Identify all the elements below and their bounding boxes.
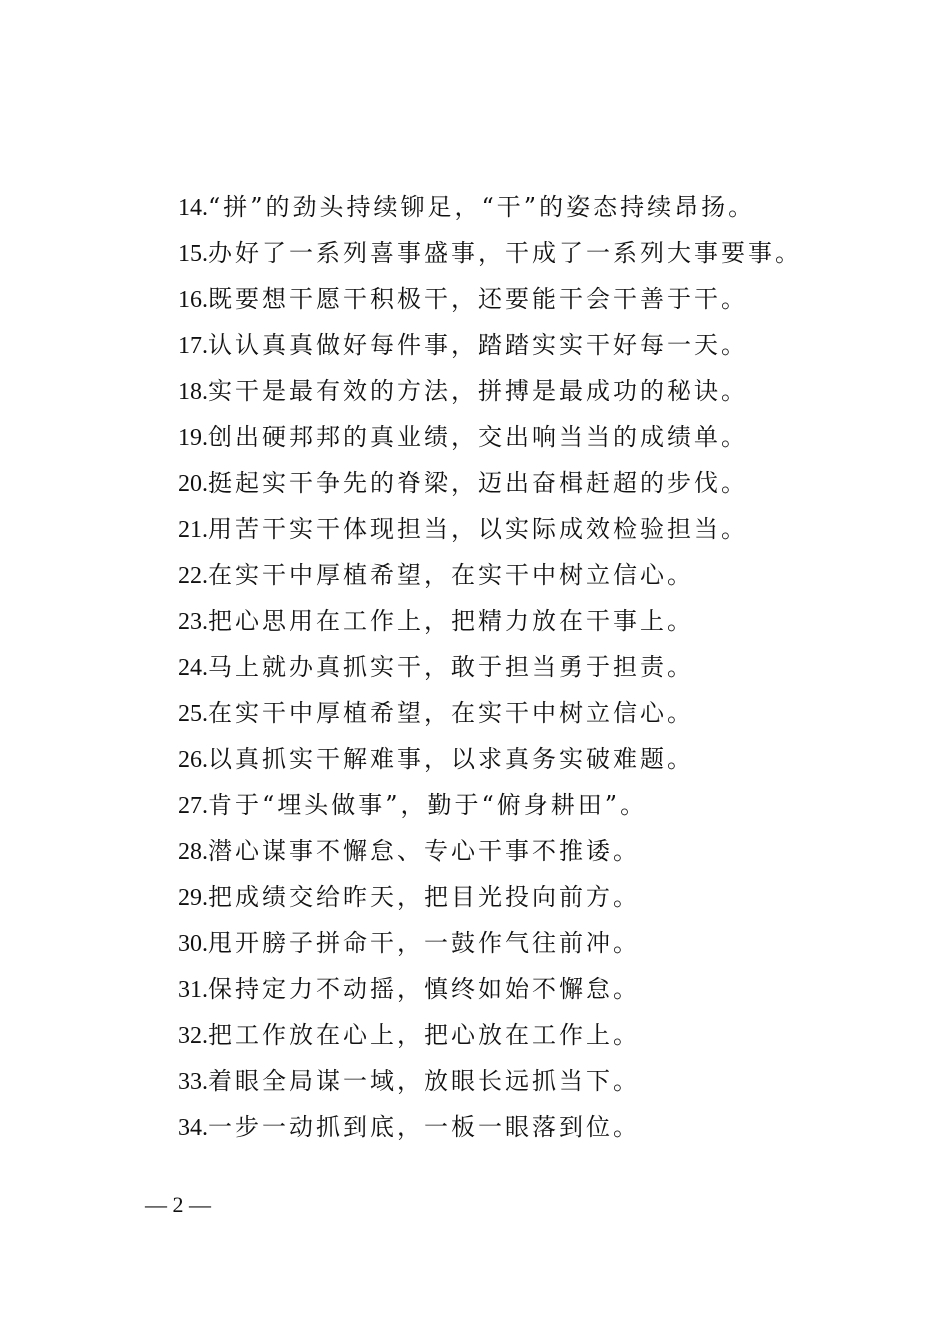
item-number: 14. xyxy=(178,195,208,221)
item-text: 既要想干愿干积极干，还要能干会干善于干。 xyxy=(208,285,748,313)
list-item xyxy=(178,690,898,736)
item-text: 甩开膀子拼命干，一鼓作气往前冲。 xyxy=(208,929,640,957)
item-text: 马上就办真抓实干，敢于担当勇于担责。 xyxy=(208,653,694,681)
list-item xyxy=(178,552,898,598)
item-text: 着眼全局谋一域，放眼长远抓当下。 xyxy=(208,1067,640,1095)
item-text: 以真抓实干解难事，以求真务实破难题。 xyxy=(208,745,694,773)
item-number: 30. xyxy=(178,931,208,957)
list-item xyxy=(178,368,898,414)
list-item xyxy=(178,506,898,552)
item-text: 创出硬邦邦的真业绩，交出响当当的成绩单。 xyxy=(208,423,748,451)
list-item xyxy=(178,966,898,1012)
list-item xyxy=(178,874,898,920)
item-number: 19. xyxy=(178,425,208,451)
item-number: 24. xyxy=(178,655,208,681)
item-text: 一步一动抓到底，一板一眼落到位。 xyxy=(208,1113,640,1141)
item-text: 在实干中厚植希望，在实干中树立信心。 xyxy=(208,561,694,589)
list-item xyxy=(178,828,898,874)
item-number: 22. xyxy=(178,563,208,589)
item-number: 17. xyxy=(178,333,208,359)
item-number: 28. xyxy=(178,839,208,865)
item-number: 33. xyxy=(178,1069,208,1095)
item-text: 在实干中厚植希望，在实干中树立信心。 xyxy=(208,699,694,727)
item-number: 34. xyxy=(178,1115,208,1141)
item-number: 25. xyxy=(178,701,208,727)
list-item xyxy=(178,736,898,782)
list-item xyxy=(178,460,898,506)
list-item xyxy=(178,644,898,690)
item-text: 潜心谋事不懈怠、专心干事不推诿。 xyxy=(208,837,640,865)
list-item xyxy=(178,1058,898,1104)
item-text: 保持定力不动摇，慎终如始不懈怠。 xyxy=(208,975,640,1003)
item-number: 31. xyxy=(178,977,208,1003)
item-text: 把心思用在工作上，把精力放在干事上。 xyxy=(208,607,694,635)
item-text: 用苦干实干体现担当，以实际成效检验担当。 xyxy=(208,515,748,543)
item-number: 20. xyxy=(178,471,208,497)
item-number: 18. xyxy=(178,379,208,405)
slogan-list xyxy=(178,184,898,1150)
item-text: 办好了一系列喜事盛事，干成了一系列大事要事。 xyxy=(208,239,802,267)
item-number: 21. xyxy=(178,517,208,543)
item-number: 16. xyxy=(178,287,208,313)
item-number: 27. xyxy=(178,793,208,819)
list-item xyxy=(178,322,898,368)
item-number: 23. xyxy=(178,609,208,635)
list-item xyxy=(178,1012,898,1058)
item-number: 15. xyxy=(178,241,208,267)
item-text: 实干是最有效的方法，拼搏是最成功的秘诀。 xyxy=(208,377,748,405)
list-item xyxy=(178,1104,898,1150)
item-text: 把工作放在心上，把心放在工作上。 xyxy=(208,1021,640,1049)
list-item xyxy=(178,184,898,230)
list-item xyxy=(178,920,898,966)
list-item xyxy=(178,230,898,276)
item-number: 29. xyxy=(178,885,208,911)
list-item xyxy=(178,276,898,322)
item-number: 26. xyxy=(178,747,208,773)
item-number: 32. xyxy=(178,1023,208,1049)
item-text: 肯于“埋头做事”，勤于“俯身耕田”。 xyxy=(208,791,648,819)
list-item xyxy=(178,782,898,828)
item-text: 认认真真做好每件事，踏踏实实干好每一天。 xyxy=(208,331,748,359)
item-text: “拼”的劲头持续铆足，“干”的姿态持续昂扬。 xyxy=(208,193,756,221)
item-text: 挺起实干争先的脊梁，迈出奋楫赶超的步伐。 xyxy=(208,469,748,497)
list-item xyxy=(178,414,898,460)
list-item xyxy=(178,598,898,644)
item-text: 把成绩交给昨天，把目光投向前方。 xyxy=(208,883,640,911)
page-number: — 2 — xyxy=(145,1192,211,1217)
